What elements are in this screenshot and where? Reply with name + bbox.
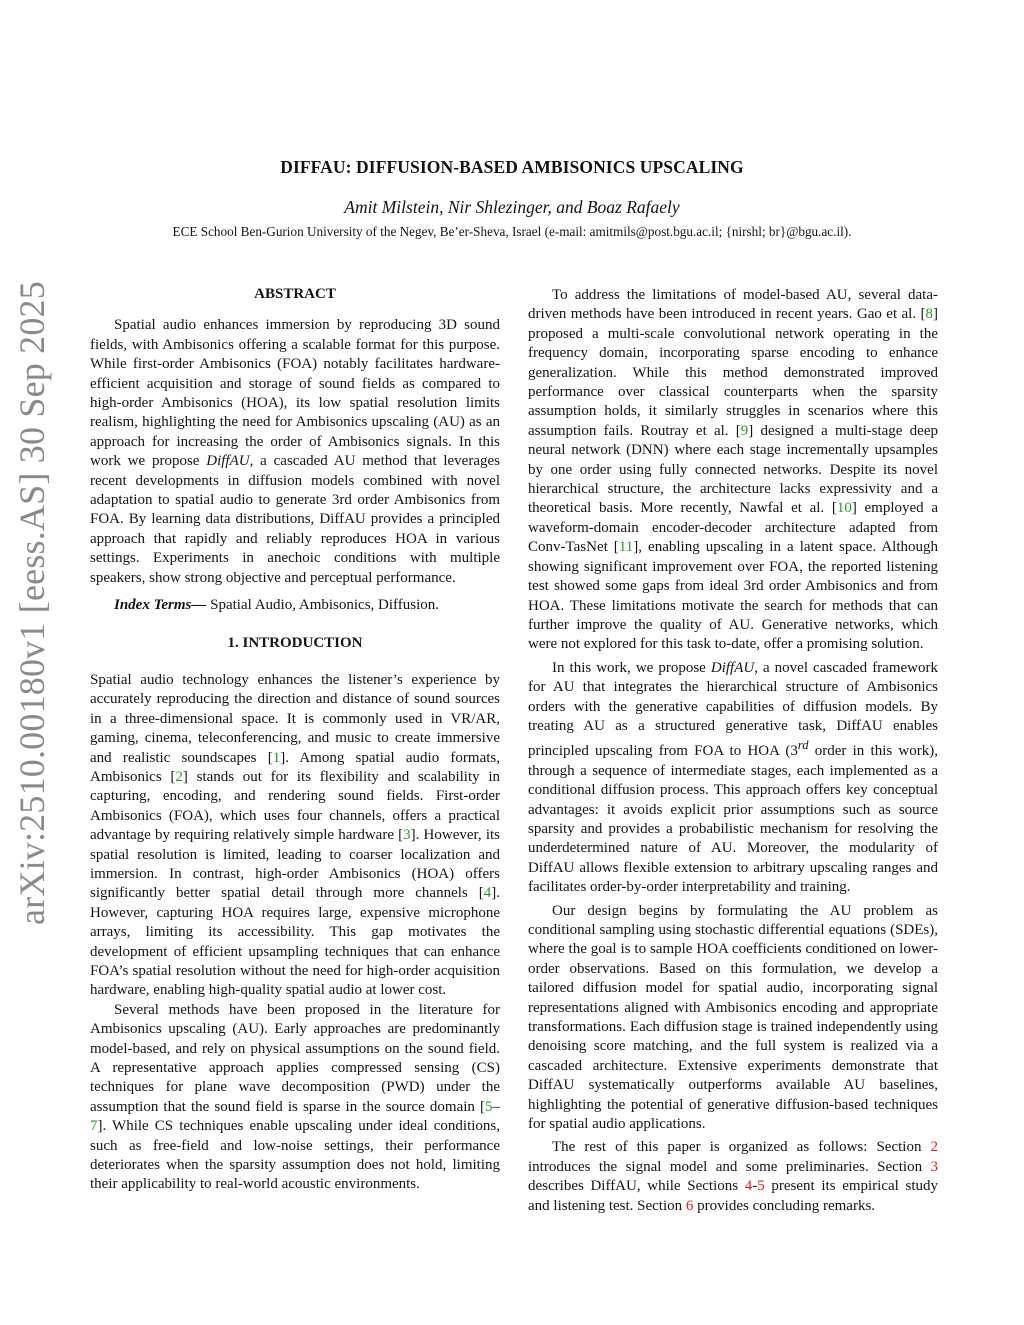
right-column <box>528 286 938 1216</box>
citation-link[interactable]: 5 <box>485 1098 493 1115</box>
index-terms: Index Terms— Spatial Audio, Ambisonics, Diffusion. <box>114 597 440 614</box>
introduction-heading: 1. INTRODUCTION <box>227 634 363 651</box>
paper-title: DIFFAU: DIFFUSION-BASED AMBISONICS UPSCALING <box>280 157 744 177</box>
left-column <box>90 285 500 1195</box>
intro-paragraph-1: Spatial audio technology enhances the listener’s experience by accurately reproducing the direction and distance of sound sources in a three-dimensional space. It is commonly used in VR/AR, gaming, cinema, teleconferencing, and music to create immersive and realistic soundscapes [1]. Among spatial audio formats, Ambisonics [2] stands out for its flexibility and scalability in capturing, encoding, and rendering sound fields. First-order Ambisonics (FOA), which uses four channels, offers a practical advantage by requiring relatively simple hardware [3]. However, its spatial resolution is limited, leading to coarser localization and immersion. In contrast, high-order Ambisonics (HOA) offers significantly better spatial detail through more channels [4]. However, capturing HOA requires large, expensive microphone arrays, limiting its accessibility. This gap motivates the development of efficient upsampling techniques that can enhance FOA’s spatial resolution without the need for high-order acquisition hardware, enabling high-quality spatial audio at lower cost. <box>90 671 500 999</box>
intro-paragraph-2: Several methods have been proposed in the literature for Ambisonics upscaling (AU). Early approaches are predominantly model-based, and rely on physical assumptions on the sound field. A representative approach applies compressed sensing (CS) techniques for plane wave decomposition (PWD) under the assumption that the sound field is sparse in the source domain [5–7]. While CS techniques enable upscaling under ideal conditions, such as free-field and low-noise settings, their performance deteriorates when the sparsity assumption does not hold, limiting their applicability to real-world acoustic environments. <box>90 1001 500 1193</box>
method-name: DiffAU <box>206 453 250 470</box>
paper-authors: Amit Milstein, Nir Shlezinger, and Boaz Rafaely <box>344 197 680 217</box>
intro-paragraph-6: The rest of this paper is organized as follows: Section 2 introduces the signal model and some preliminaries. Section 3 describes DiffAU, while Sections 4-5 present its empirical study and listening test. Section 6 provides concluding remarks. <box>528 1139 938 1214</box>
section-link[interactable]: 4 <box>744 1178 753 1195</box>
section-link[interactable]: 5 <box>757 1178 765 1195</box>
abstract-paragraph: Spatial audio enhances immersion by reproducing 3D sound fields, with Ambisonics offering a scalable format for this purpose. While first-order Ambisonics (FOA) notably facilitates hardware-efficient acquisition and storage of sound fields as compared to high-order Ambisonics (HOA), its low spatial resolution limits realism, highlighting the need for Ambisonics upscaling (AU) as an approach for increasing the order of Ambisonics signals. In this work we propose DiffAU, a cascaded AU method that leverages recent developments in diffusion models combined with novel adaptation to spatial audio to generate 3rd order Ambisonics from FOA. By learning data distributions, DiffAU provides a principled approach that rapidly and reliably reproduces HOA in various settings. Experiments in anechoic conditions with multiple speakers, show strong objective and perceptual performance. <box>90 317 500 586</box>
intro-paragraph-5: Our design begins by formulating the AU problem as conditional sampling using stochastic differential equations (SDEs), where the goal is to sample HOA coefficients conditioned on lower-order observations. Based on this formulation, we develop a tailored diffusion model for spatial audio, incorporating signal representations aligned with Ambisonics encoding and appropriate transformations. Each diffusion stage is trained independently using denoising score matching, and the full system is realized via a cascaded architecture. Extensive experiments demonstrate that DiffAU systematically outperforms available AU baselines, highlighting the potential of generative diffusion-based techniques for spatial audio applications. <box>528 902 938 1133</box>
citation-link[interactable]: 11 <box>618 539 634 556</box>
section-link[interactable]: 3 <box>930 1158 938 1175</box>
citation-link[interactable]: 1 <box>272 749 281 766</box>
intro-paragraph-4: In this work, we propose DiffAU, a novel cascaded framework for AU that integrates the hierarchical structure of Ambisonics orders with the generative capabilities of diffusion models. By treating AU as a structured generative task, DiffAU enables principled upscaling from FOA to HOA (3rd order in this work), through a sequence of intermediate stages, each implemented as a conditional diffusion process. This approach offers key conceptual advantages: it avoids explicit prior assumptions such as source sparsity and provides a probabilistic mechanism for resolving the underdetermined nature of AU. Moreover, the modularity of DiffAU allows flexible extension to arbitrary upscaling ranges and facilitates order-by-order interpretability and training. <box>528 659 938 896</box>
order-superscript: rd <box>797 738 809 753</box>
citation-link[interactable]: 3 <box>403 827 411 844</box>
citation-link[interactable]: 9 <box>740 422 749 439</box>
citation-link[interactable]: 10 <box>836 500 852 517</box>
citation-link[interactable]: 2 <box>175 768 183 785</box>
citation-link[interactable]: 7 <box>90 1118 98 1135</box>
citation-link[interactable]: 4 <box>483 885 492 902</box>
abstract-heading: ABSTRACT <box>254 286 336 302</box>
method-name: DiffAU <box>710 659 755 676</box>
intro-paragraph-3: To address the limitations of model-based AU, several data-driven methods have been introduced in recent years. Gao et al. [8] proposed a multi-scale convolutional network operating in the frequency domain, incorporating sparse encoding to enhance generalization. While this method demonstrated improved performance over classical counterparts when the sparsity assumption holds, it similarly struggles in scenarios where this assumption fails. Routray et al. [9] designed a multi-stage deep neural network (DNN) where each stage incrementally upsamples by one order using fully connected networks. Despite its novel hierarchical structure, the architecture lacks expressivity and a theoretical basis. More recently, Nawfal et al. [10] employed a waveform-domain encoder-decoder architecture adapted from Conv-TasNet [11], enabling upscaling in a latent space. Although showing significant improvement over FOA, the reported listening test showed some gaps from ideal 3rd order Ambisonics and from HOA. These limitations motivate the search for methods that can further improve the quality of AU. Generative networks, which were not explored for this task to-date, offer a promising solution. <box>528 287 939 653</box>
arxiv-identifier: arXiv:2510.00180v1 [eess.AS] 30 Sep 2025 <box>12 281 52 925</box>
section-link[interactable]: 6 <box>685 1197 694 1214</box>
section-link[interactable]: 2 <box>930 1139 938 1156</box>
citation-link[interactable]: 8 <box>925 306 933 323</box>
author-affiliation: ECE School Ben-Gurion University of the Negev, Be’er-Sheva, Israel (e-mail: amitmils@post.bgu.ac.il; {nirshl; br}@bgu.ac.il). <box>172 224 852 239</box>
